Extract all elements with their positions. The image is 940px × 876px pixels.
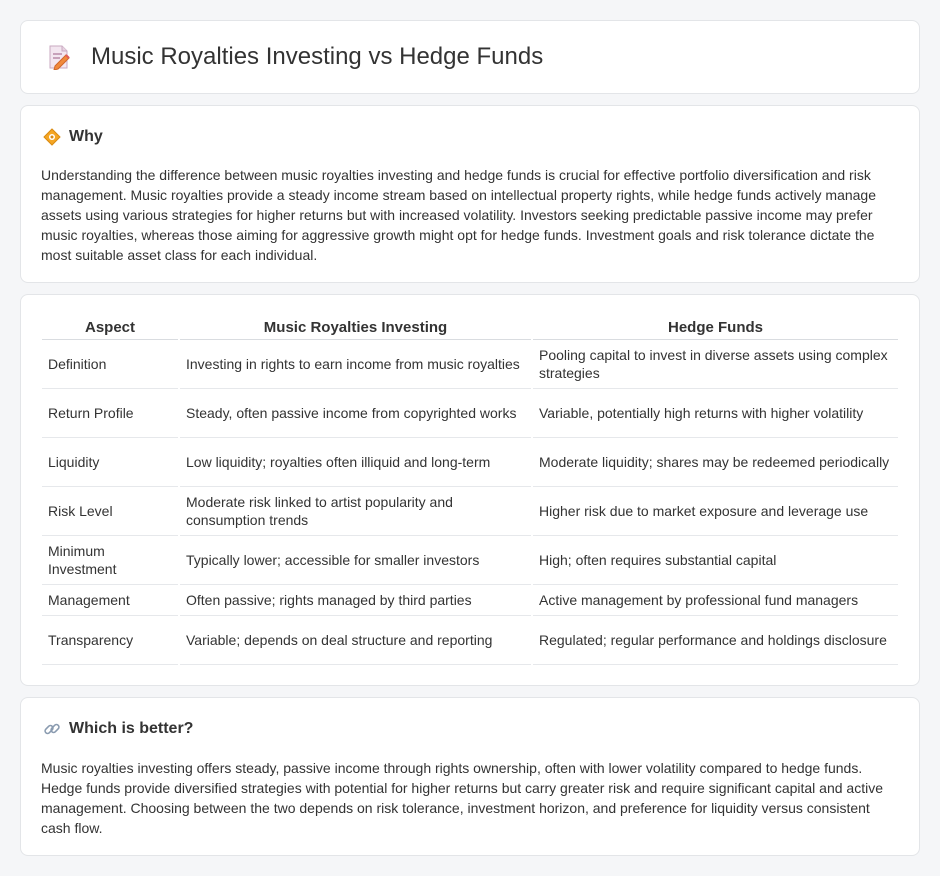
comparison-table (42, 317, 898, 665)
table-cell: Moderate liquidity; shares may be redeemed periodically (532, 437, 898, 486)
table-row (42, 339, 898, 388)
table-row (42, 615, 898, 664)
why-text: Understanding the difference between music royalties investing and hedge funds is crucial for effective portfolio diversification and risk management. Music royalties provide a steady income stream based on intellectual property rights, while hedge funds actively manage assets using various strategies for higher returns but with increased volatility. Investors seeking predictable passive income may prefer music royalties, whereas those aiming for aggressive growth might opt for hedge funds. Investment goals and risk tolerance dictate the most suitable asset class for each individual. (41, 167, 876, 263)
column-header: Music Royalties Investing (179, 317, 532, 339)
table-cell: Pooling capital to invest in diverse assets using complex strategies (532, 339, 898, 388)
table-cell: Steady, often passive income from copyrighted works (179, 388, 532, 437)
table-cell: Often passive; rights managed by third parties (179, 584, 532, 615)
table-cell-aspect: Minimum Investment (42, 535, 179, 584)
which-is-better-section (20, 697, 920, 856)
table-cell-aspect: Management (42, 584, 179, 615)
table-row (42, 437, 898, 486)
table-cell-aspect: Risk Level (42, 486, 179, 535)
table-cell: Investing in rights to earn income from music royalties (179, 339, 532, 388)
header-row (47, 43, 543, 71)
why-title: Why (69, 128, 103, 145)
table-cell-aspect: Liquidity (42, 437, 179, 486)
column-header: Hedge Funds (532, 317, 898, 339)
table-row (42, 388, 898, 437)
table-row (42, 486, 898, 535)
page-title: Music Royalties Investing vs Hedge Funds (91, 43, 544, 70)
table-row (42, 535, 898, 584)
table-cell-aspect: Transparency (42, 615, 179, 664)
table-cell: Higher risk due to market exposure and leverage use (532, 486, 898, 535)
why-heading (43, 128, 103, 146)
better-text: Music royalties investing offers steady, passive income through rights ownership, often with lower volatility compared to hedge funds. Hedge funds provide diversified strategies with potential for higher returns but carry greater risk and require significant capital and active management. Choosing between the two depends on risk tolerance, investment horizon, and preference for liquidity versus consistent cash flow. (41, 760, 883, 836)
table-cell: Moderate risk linked to artist popularity and consumption trends (179, 486, 532, 535)
table-cell: Variable, potentially high returns with higher volatility (532, 388, 898, 437)
diamond-warning-icon (43, 128, 61, 146)
table-cell-aspect: Return Profile (42, 388, 179, 437)
table-cell: Typically lower; accessible for smaller investors (179, 535, 532, 584)
table-cell: Active management by professional fund managers (532, 584, 898, 615)
link-icon (43, 720, 61, 738)
why-section (20, 105, 920, 283)
document-pencil-icon (47, 44, 71, 70)
table-cell: Variable; depends on deal structure and reporting (179, 615, 532, 664)
table-cell: Regulated; regular performance and holdings disclosure (532, 615, 898, 664)
column-header: Aspect (42, 317, 179, 339)
table-header-row (42, 317, 898, 339)
better-title: Which is better? (69, 720, 194, 737)
header-card (20, 20, 920, 94)
table-cell-aspect: Definition (42, 339, 179, 388)
table-row (42, 584, 898, 615)
better-heading (43, 720, 193, 738)
table-cell: High; often requires substantial capital (532, 535, 898, 584)
comparison-table-card (20, 294, 920, 686)
table-cell: Low liquidity; royalties often illiquid and long-term (179, 437, 532, 486)
